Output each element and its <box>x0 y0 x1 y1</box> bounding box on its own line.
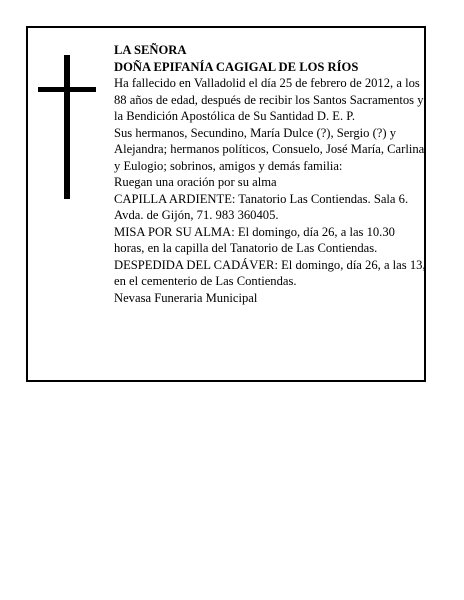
death-announcement: Ha fallecido en Valladolid el día 25 de febrero de 2012, a los 88 años de edad, después de recibir los Santos Sacramentos y la Bendición Apostólica de Su Santidad D. E. P. <box>114 76 424 123</box>
cross-icon <box>38 55 96 199</box>
mass-info: MISA POR SU ALMA: El domingo, día 26, a las 10.30 horas, en la capilla del Tanatorio de Las Contiendas. <box>114 224 395 255</box>
farewell-info: DESPEDIDA DEL CADÁVER: El domingo, día 26, a las 13, en el cementerio de Las Contiendas. <box>114 257 426 288</box>
cross-horizontal-bar <box>38 87 96 92</box>
obituary-notice <box>26 26 426 382</box>
cross-vertical-bar <box>64 55 70 199</box>
chapel-info: CAPILLA ARDIENTE: Tanatorio Las Contiendas. Sala 6. Avda. de Gijón, 71. 983 360405. <box>114 191 409 222</box>
deceased-name: DOÑA EPIFANÍA CAGIGAL DE LOS RÍOS <box>114 59 359 74</box>
notice-text <box>114 42 426 306</box>
family-list: Sus hermanos, Secundino, María Dulce (?), Sergio (?) y Alejandra; hermanos políticos, Consuelo, José María, Carlina y Eulogio; sobrinos, amigos y demás familia: <box>114 125 425 173</box>
prayer-request: Ruegan una oración por su alma <box>114 175 277 189</box>
funeral-home: Nevasa Funeraria Municipal <box>114 290 258 305</box>
notice-heading: LA SEÑORA <box>114 43 187 57</box>
